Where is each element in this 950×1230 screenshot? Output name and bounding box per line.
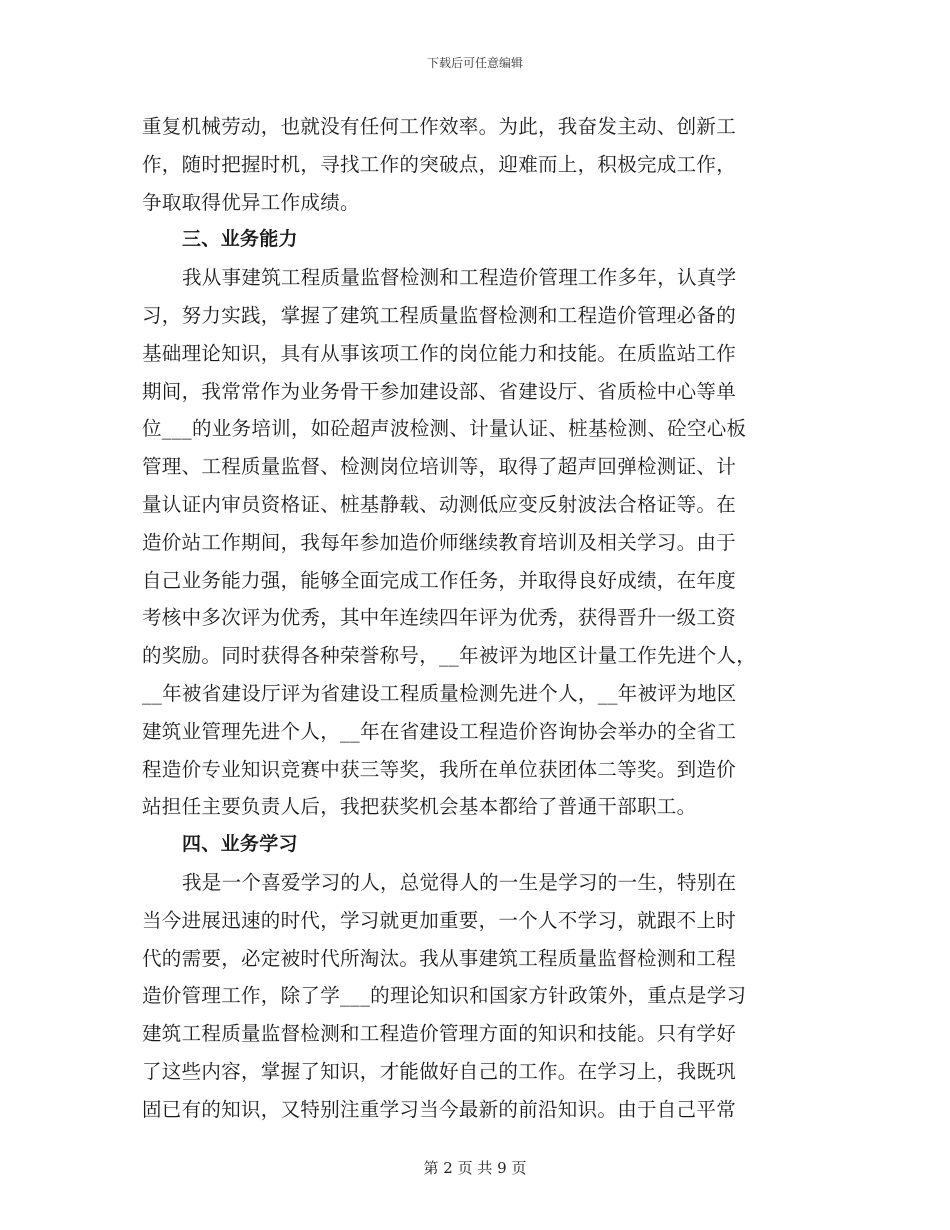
body-text-line: 当今进展迅速的时代，学习就更加重要，一个人不学习，就跟不上时 — [142, 908, 737, 932]
body-text-line: 了这些内容，掌握了知识，才能做好自己的工作。在学习上，我既巩 — [142, 1059, 737, 1083]
body-text-line: 期间，我常常作为业务骨干参加建设部、省建设厅、省质检中心等单 — [142, 379, 737, 403]
body-text-line: 管理、工程质量监督、检测岗位培训等，取得了超声回弹检测证、计 — [142, 455, 737, 479]
body-text-line: 的奖励。同时获得各种荣誉称号，__年被评为地区计量工作先进个人， — [142, 644, 757, 668]
section-heading: 三、业务能力 — [182, 228, 298, 251]
body-text-line: 建筑工程质量监督检测和工程造价管理方面的知识和技能。只有学好 — [142, 1022, 737, 1046]
body-text-line: 程造价专业知识竞赛中获三等奖，我所在单位获团体二等奖。到造价 — [142, 757, 737, 781]
body-text-line: 我是一个喜爱学习的人，总觉得人的一生是学习的一生，特别在 — [182, 870, 737, 894]
body-text-line: 造价站工作期间，我每年参加造价师继续教育培训及相关学习。由于 — [142, 530, 737, 554]
body-text-line: 建筑业管理先进个人，__年在省建设工程造价咨询协会举办的全省工 — [142, 719, 737, 743]
body-text-line: 固已有的知识，又特别注重学习当今最新的前沿知识。由于自己平常 — [142, 1097, 737, 1121]
body-text-line: 考核中多次评为优秀，其中年连续四年评为优秀，获得晋升一级工资 — [142, 606, 737, 630]
section-heading: 四、业务学习 — [182, 833, 298, 856]
body-text-line: 基础理论知识，具有从事该项工作的岗位能力和技能。在质监站工作 — [142, 341, 737, 365]
document-body — [142, 108, 802, 1129]
body-text-line: 重复机械劳动，也就没有任何工作效率。为此，我奋发主动、创新工 — [142, 115, 737, 138]
body-text-line: 习，努力实践，掌握了建筑工程质量监督检测和工程造价管理必备的 — [142, 303, 737, 327]
body-text-line: 争取取得优异工作成绩。 — [142, 190, 360, 214]
body-text-line: 造价管理工作，除了学___的理论知识和国家方针政策外，重点是学习 — [142, 984, 747, 1008]
body-text-line: 作，随时把握时机，寻找工作的突破点，迎难而上，积极完成工作， — [142, 152, 737, 176]
body-text-line: 代的需要，必定被时代所淘汰。我从事建筑工程质量监督检测和工程 — [142, 946, 737, 970]
body-text-line: 自己业务能力强，能够全面完成工作任务，并取得良好成绩，在年度 — [142, 568, 737, 592]
page-header: 下载后可任意编辑 — [426, 56, 523, 70]
body-text-line: __年被省建设厅评为省建设工程质量检测先进个人，__年被评为地区 — [142, 681, 737, 705]
body-text-line: 站担任主要负责人后，我把获奖机会基本都给了普通干部职工。 — [142, 795, 697, 819]
body-text-line: 位___的业务培训，如砼超声波检测、计量认证、桩基检测、砼空心板 — [142, 417, 747, 441]
page-footer: 第 2 页 共 9 页 — [423, 1159, 527, 1177]
body-text-line: 量认证内审员资格证、桩基静载、动测低应变反射波法合格证等。在 — [142, 492, 737, 516]
body-text-line: 我从事建筑工程质量监督检测和工程造价管理工作多年，认真学 — [182, 266, 737, 290]
